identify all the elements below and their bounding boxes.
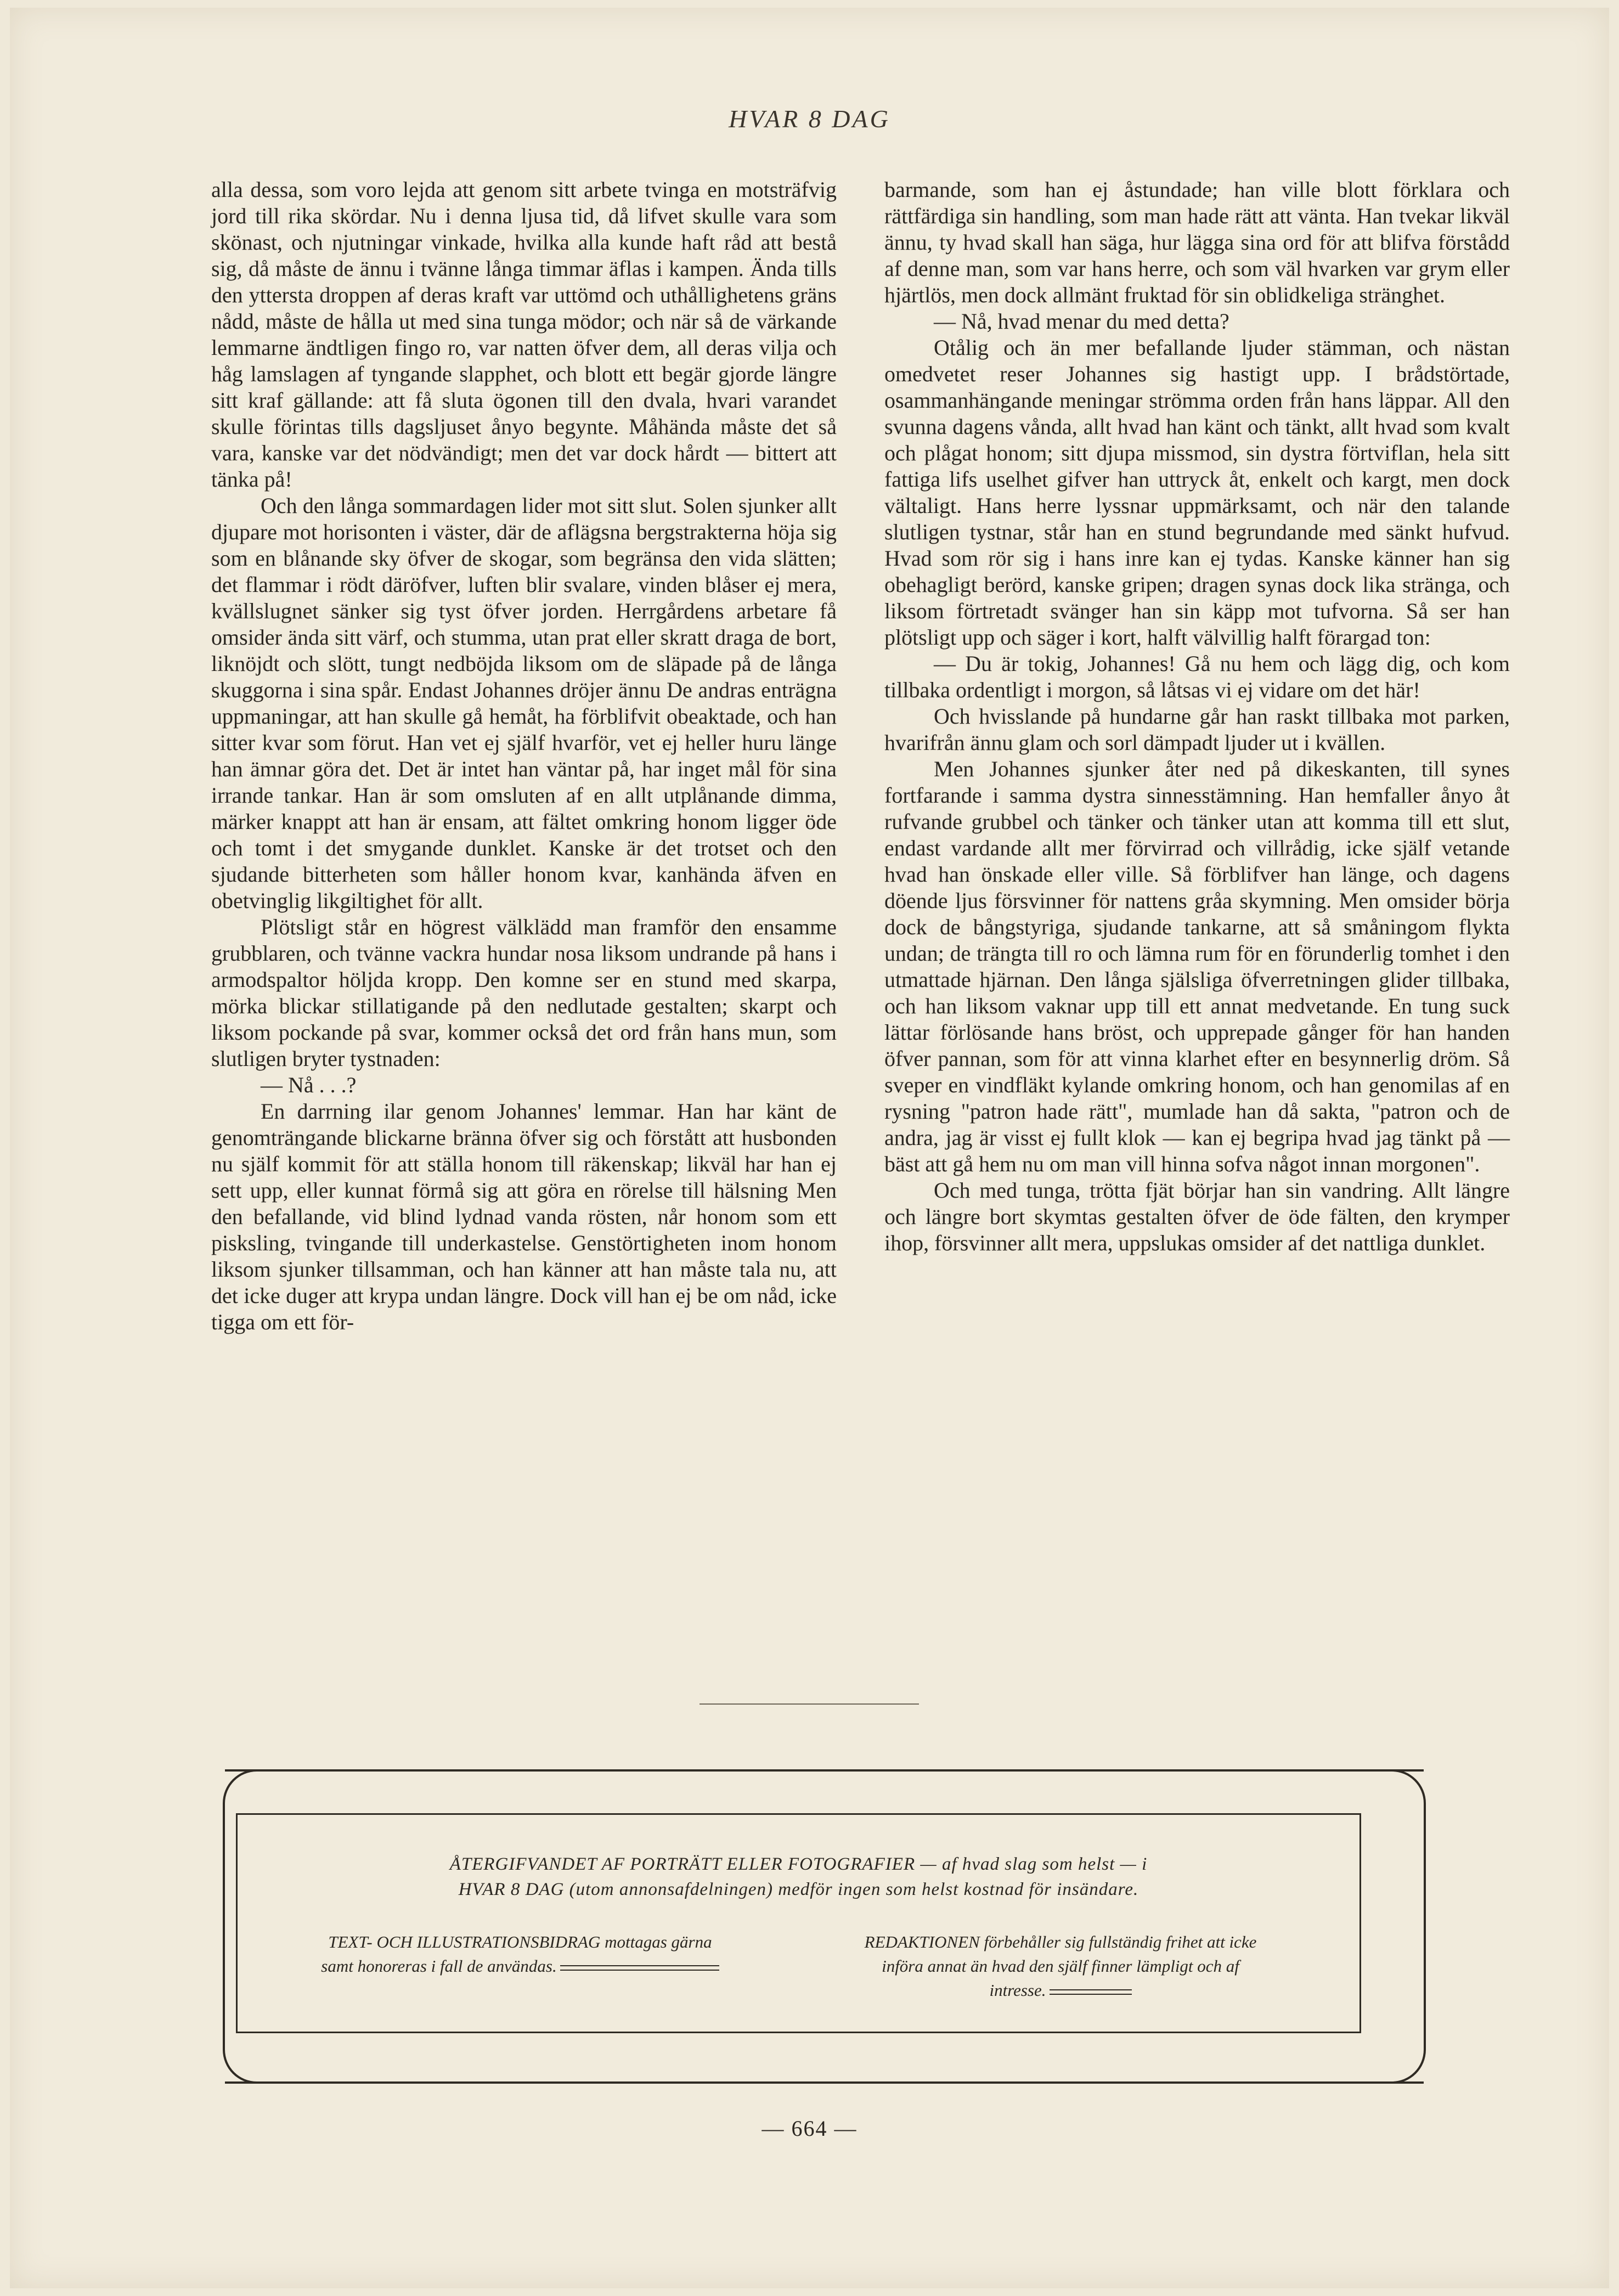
running-title: HVAR 8 DAG (729, 105, 890, 133)
section-divider (700, 1703, 919, 1705)
paragraph: En darrning ilar genom Johannes' lemmar. Han har känt de genomträngande blickarne bränna öfver sig och förstått att husbonden nu själf kommit för att ställa honom till räkenskap; likväl har han ej sett upp, eller kunnat förmå sig att göra en rörelse till hälsning Men den befallande, vid blind lydnad vanda rösten, når honom som ett pisksling, tvingande till underkastelse. Genstörtigheten inom honom liksom sjunker tillsamman, och han känner att han måste tala nu, att det icke duger att krypa undan längre. Dock vill han ej be om nåd, icke tigga om ett för- (211, 1099, 837, 1334)
editorial-note (852, 1930, 1269, 2002)
right-column (884, 177, 1510, 1256)
editorial-text: REDAKTIONEN förbehåller sig fullständig frihet att icke införa annat än hvad den själf finner lämpligt och af intresse. (864, 1932, 1257, 2000)
frame-corner (1390, 2047, 1426, 2084)
paragraph: Men Johannes sjunker åter ned på dikeskanten, till synes fortfarande i samma dystra sinnesstämning. Han hemfaller ånyo åt rufvande grubbel och tänker och tänker utan att komma till ett slut, endast vardande allt mer förvirrad och villrådig, icke själf vetande hvad han önskade eller ville. Så förblifver han länge, och dagens döende ljus försvinner för nattens gråa skymning. Men omsider börja dock de bångstyriga, sjudande tankarne, att så småningom flykta undan; de trängta till ro och lämna rum för en förunderlig tomhet i den utmattade hjärnan. Den långa själsliga öfverretningen glider tillbaka, och han liksom vaknar upp till ett annat medvetande. En tung suck lättar förlösande hans bröst, och upprepade gånger för han handen öfver pannan, som för att vinna klarhet efter en besynnerlig dröm. Så sveper en vindfläkt kylande omkring honom, och han genomilas af en rysning "patron hade rätt", mumlade han då sakta, "patron och de andra, jag är visst ej fullt klok — kan ej begripa hvad jag tänkt på — bäst att gå hem nu om man vill hinna sofva något innan morgonen". (884, 757, 1510, 1176)
frame-corner (223, 2047, 259, 2084)
paragraph: — Nå, hvad menar du med detta? (934, 309, 1229, 334)
contributions-note (312, 1930, 729, 1978)
paragraph: alla dessa, som voro lejda att genom sitt arbete tvinga en motsträfvig jord till rika skördar. Nu i denna ljusa tid, då lifvet skulle vara som skönast, och njutningar vinkade, hvilka alla kunde haft råd att bestå sig, då måste de ännu i tvänne långa timmar äflas i kampen. Ända tills den yttersta droppen af deras kraft var uttömd och uthållighetens gräns nådd, måste de hålla ut med sina tunga mödor; och när så de värkande lemmarne ändtligen fingo ro, var natten öfver dem, all deras vilja och håg lamslagen af tyngande slapphet, och blott ett begär gjorde längre sitt kraf gällande: att få sluta ögonen till den dvala, hvari varandet skulle förintas tills dagsljuset ånyo begynte. Måhända måste det så vara, kanske var det nödvändigt; men det var dock hårdt — bittert att tänka på! (211, 177, 837, 492)
double-rule (1050, 1989, 1132, 1995)
paragraph: Och den långa sommardagen lider mot sitt slut. Solen sjunker allt djupare mot horisonten i väster, där de aflägsna bergstrakterna höja sig som en blånande sky öfver de skogar, som begränsa den vida slätten; det flammar i rödt däröfver, luften blir svalare, vinden blåser ej mera, kvällslugnet sänker sig tyst öfver jorden. Herrgårdens arbetare få omsider ända sitt värf, och stumma, utan prat eller skratt draga de bort, liknöjdt och slött, tungt nedböjda liksom om de släpade på de långa skuggorna i sina spår. Endast Johannes dröjer ännu De andras enträgna uppmaningar, att han skulle gå hemåt, ha förblifvit obeaktade, och han sitter kvar som förut. Han vet ej själf hvarför, vet ej heller huru länge han ämnar göra det. Det är intet han väntar på, har inget mål för sina irrande tankar. Han är som omsluten af en allt utplånande dimma, märker knappt att han är ensam, att fältet omkring honom ligger öde och tomt i det smygande dunklet. Kanske är det trotset och den sjudande bitterheten som håller honom kvar, kanhända äfven en obetvinglig likgiltighet för allt. (211, 493, 837, 913)
page-number: — 664 — (761, 2116, 858, 2141)
contributions-text: TEXT- OCH ILLUSTRATIONSBIDRAG mottagas gärna samt honoreras i fall de användas. (321, 1932, 712, 1976)
paragraph: Och med tunga, trötta fjät börjar han sin vandring. Allt längre och längre bort skymtas gestalten öfver de öde fälten, den krymper ihop, försvinner allt mera, uppslukas omsider af det nattliga dunklet. (884, 1178, 1510, 1255)
paragraph: Och hvisslande på hundarne går han raskt tillbaka mot parken, hvarifrån ännu glam och sorl dämpadt ljuder ut i kvällen. (884, 704, 1510, 755)
frame-corner (1390, 1769, 1426, 1806)
frame-side (223, 1803, 225, 2050)
paragraph: Plötsligt står en högrest välklädd man framför den ensamme grubblaren, och tvänne vackra hundar nosa liksom undrande på hans i armodspaltor höljda kropp. Den komne ser en stund med skarpa, mörka blickar stillatigande på den nedlutade gestalten; skarpt och liksom pockande på svar, kommer också det ord från hans mun, som slutligen bryter tystnaden: (211, 915, 837, 1071)
notice-box (236, 1813, 1361, 2033)
notice-line: HVAR 8 DAG (utom annonsafdelningen) medför ingen som helst kostnad för insändare. (458, 1880, 1139, 1899)
paragraph: — Nå . . .? (261, 1073, 357, 1097)
paragraph: barmande, som han ej åstundade; han ville blott förklara och rättfärdiga sin handling, som man hade rätt att vänta. Han tvekar likväl ännu, ty hvad skall han säga, hur lägga sina ord för att blifva förstådd af denne man, som var hans herre, och som väl hvarken var grym eller hjärtlös, men dock allmänt fruktad för sin oblidkeliga stränghet. (884, 177, 1510, 307)
paragraph: Otålig och än mer befallande ljuder stämman, och nästan omedvetet reser Johannes sig hastigt upp. I brådstörtade, osammanhängande meningar strömma orden från hans läppar. All den svunna dagens vånda, allt hvad han känt och tänkt, allt hvad som kvalt och plågat honom; sitt djupa missmod, sin dystra förtviflan, hela sitt fattiga lifs uselhet gifver han uttryck åt, enkelt och kargt, men dock vältaligt. Hans herre lyssnar uppmärksamt, och när den talande slutligen tystnar, står han en stund begrundande med sänkt hufvud. Hvad som rör sig i hans inre kan ej tydas. Kanske känner han sig obehagligt berörd, kanske gripen; dragen synas dock lika stränga, och liksom förtretadt svänger han sin käpp mot tufvorna. Så ser han plötsligt upp och säger i kort, halft välvillig halft förargad ton: (884, 335, 1510, 650)
left-column (211, 177, 837, 1335)
notice-line: ÅTERGIFVANDET AF PORTRÄTT ELLER FOTOGRAFIER — af hvad slag som helst — i (449, 1854, 1148, 1874)
double-rule (560, 1965, 719, 1971)
frame-corner (223, 1769, 259, 1806)
paragraph: — Du är tokig, Johannes! Gå nu hem och lägg dig, och kom tillbaka ordentligt i morgon, så låtsas vi ej vidare om det här! (884, 651, 1510, 702)
frame-side (1424, 1803, 1426, 2050)
